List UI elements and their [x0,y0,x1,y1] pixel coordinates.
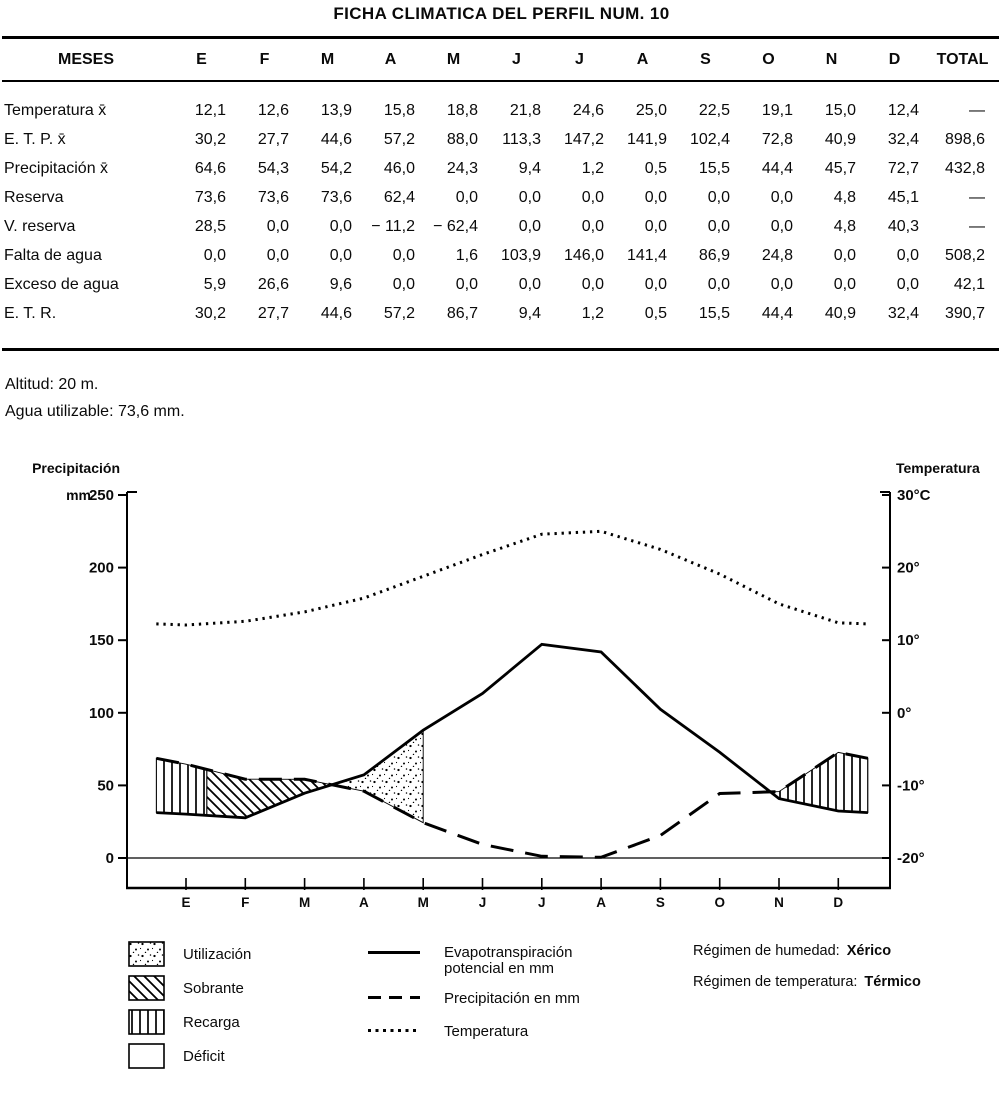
temperature-regime: Régimen de temperatura: Térmico [693,974,921,990]
table-cell: 44,6 [320,131,352,148]
dashed-line-icon [368,996,420,999]
table-cell: 0,0 [392,276,415,293]
table-cell: 32,4 [887,131,919,148]
table-cell: 25,0 [635,102,667,119]
row-label: Temperatura x̄ [4,102,107,119]
x-tick-label: N [774,895,784,910]
table-cell: 15,8 [383,102,415,119]
temperature-regime-value: Térmico [864,974,921,990]
legend-label: Temperatura [444,1023,529,1040]
table-cell: 73,6 [194,189,226,206]
month-header: A [636,50,649,68]
right-axis-title: Temperatura [896,460,980,476]
table-cell: 0,0 [770,276,793,293]
table-cell: 0,0 [392,247,415,264]
meses-header: MESES [57,50,114,68]
table-cell: 0,0 [329,218,352,235]
x-tick-label: M [417,895,429,910]
table-cell: 146,0 [563,247,604,264]
total-cell: — [969,189,985,206]
y-tick-label-left: 50 [97,777,114,795]
y-tick-label-right: 20° [897,559,920,577]
legend-item-utilizacion [128,941,251,967]
table-cell: 0,0 [644,276,667,293]
row-label: E. T. P. x̄ [4,131,66,148]
table-cell: 62,4 [383,189,415,206]
table-cell: 22,5 [698,102,730,119]
legend-label: Sobrante [183,979,244,997]
table-cell: 4,8 [833,189,856,206]
table-cell: 0,0 [770,189,793,206]
table-cell: 64,6 [194,160,226,177]
temperature-curve [156,531,868,625]
month-header: A [384,50,397,68]
table-cell: 0,0 [707,276,730,293]
y-tick-label-right: 10° [897,632,920,650]
table-header-row [2,39,999,82]
month-header: F [259,50,270,68]
climate-table [2,36,999,351]
y-tick-label-left: 250 [88,487,114,504]
y-tick-label-right: 0° [897,704,912,722]
table-cell: 0,0 [266,247,289,264]
table-cell: 24,8 [761,247,793,264]
month-header: N [825,50,838,68]
table-row [2,154,999,183]
table-cell: 30,2 [194,131,226,148]
altitude-line: Altitud: 20 m. [5,376,99,393]
table-cell: 0,0 [581,218,604,235]
table-cell: − 62,4 [433,218,478,235]
table-cell: 57,2 [383,131,415,148]
table-cell: 73,6 [320,189,352,206]
table-row [2,299,999,328]
vertical-hatch-swatch-icon [128,1009,165,1035]
region-sobrante [207,769,332,817]
legend-item-recarga [128,1009,251,1035]
table-cell: 15,5 [698,305,730,322]
table-cell: 88,0 [446,131,478,148]
table-cell: 57,2 [383,305,415,322]
table-cell: 1,2 [581,160,604,177]
row-label: E. T. R. [4,305,57,322]
month-header: O [762,50,775,68]
table-cell: 30,2 [194,305,226,322]
table-cell: 12,4 [887,102,919,119]
table-cell: 86,9 [698,247,730,264]
table-cell: 9,6 [329,276,352,293]
table-cell: 28,5 [194,218,226,235]
x-tick-label: O [714,895,725,910]
table-body [2,82,999,348]
table-cell: 18,8 [446,102,478,119]
table-cell: 46,0 [383,160,415,177]
x-tick-label: F [241,895,250,910]
table-cell: 12,1 [194,102,226,119]
legend-label: Déficit [183,1047,225,1065]
dotted-line-icon [368,1029,420,1032]
table-cell: 141,4 [626,247,667,264]
table-cell: 0,0 [770,218,793,235]
table-cell: 19,1 [761,102,793,119]
left-axis-unit: mm [66,487,91,503]
table-cell: 5,9 [203,276,226,293]
table-row [2,125,999,154]
row-label: Precipitación x̄ [4,160,109,177]
x-tick-label: M [298,895,311,910]
x-tick-label: D [833,895,844,910]
table-cell: 0,5 [644,305,667,322]
line-legend [368,945,580,1043]
table-cell: 40,3 [887,218,919,235]
row-label: V. reserva [4,218,76,235]
table-cell: 13,9 [320,102,352,119]
table-cell: 0,0 [896,276,919,293]
table-cell: 15,0 [824,102,856,119]
table-cell: 0,0 [833,276,856,293]
table-cell: 0,0 [896,247,919,264]
y-tick-label-left: 0 [105,850,114,867]
table-cell: 72,8 [761,131,793,148]
legend-item-temperature-line [368,1023,580,1043]
table-cell: 0,0 [707,218,730,235]
climograph [0,455,1003,925]
climograph-svg [0,455,1003,925]
table-cell: 26,6 [257,276,289,293]
y-tick-label-left: 100 [88,704,114,722]
humidity-regime-value: Xérico [846,943,892,959]
row-label: Falta de agua [4,247,102,264]
x-tick-label: J [538,895,546,910]
table-cell: 0,0 [644,189,667,206]
table-cell: 9,4 [518,160,541,177]
regimes-block [693,943,921,990]
table-cell: 27,7 [257,131,289,148]
table-cell: 0,0 [518,276,541,293]
table-cell: 12,6 [257,102,289,119]
table-cell: 147,2 [563,131,604,148]
total-cell: — [969,218,985,235]
dots-swatch-icon [128,941,165,967]
table-cell: − 11,2 [371,218,415,235]
table-row [2,212,999,241]
table-cell: 1,2 [581,305,604,322]
table-cell: 45,1 [887,189,919,206]
usable-water-line: Agua utilizable: 73,6 mm. [5,403,185,420]
table-row [2,270,999,299]
table-cell: 54,3 [257,160,289,177]
table-cell: 32,4 [887,305,919,322]
table-cell: 4,8 [833,218,856,235]
solid-line-icon [368,951,420,954]
table-cell: 0,0 [581,189,604,206]
table-cell: 15,5 [698,160,730,177]
row-label: Exceso de agua [4,276,119,293]
x-tick-label: J [478,895,487,910]
table-cell: 45,7 [824,160,856,177]
table-cell: 141,9 [626,131,667,148]
month-header: J [575,50,584,68]
legend-item-etp-line [368,945,580,977]
meta-block [5,371,185,425]
legend-item-precipitation-line [368,990,580,1010]
table-cell: 27,7 [257,305,289,322]
table-row [2,183,999,212]
left-axis-title: Precipitación [32,460,120,476]
y-tick-label-right: 30°C [897,487,931,504]
table-cell: 9,4 [518,305,541,322]
y-tick-label-left: 150 [88,632,114,650]
table-cell: 40,9 [824,305,856,322]
chart-legend [0,935,1003,1103]
humidity-regime: Régimen de humedad: Xérico [693,943,892,959]
page-title: FICHA CLIMATICA DEL PERFIL NUM. 10 [333,4,670,23]
y-tick-label-left: 200 [88,559,114,577]
table-cell: 73,6 [257,189,289,206]
table-cell: 103,9 [500,247,541,264]
table-cell: 21,8 [509,102,541,119]
x-tick-label: S [655,895,665,910]
table-cell: 40,9 [824,131,856,148]
month-header: M [320,50,335,68]
total-cell: — [969,102,985,119]
table-cell: 0,0 [518,218,541,235]
region-recarga [771,752,868,812]
total-cell: 432,8 [944,160,985,177]
table-cell: 1,6 [455,247,478,264]
month-header: J [512,50,521,68]
diagonal-hatch-swatch-icon [128,975,165,1001]
table-cell: 0,0 [833,247,856,264]
area-legend [128,941,251,1069]
table-cell: 44,4 [761,305,793,322]
total-cell: 390,7 [944,305,985,322]
x-tick-label: E [181,895,191,910]
x-tick-label: A [359,895,369,910]
x-tick-label: A [596,895,606,910]
legend-item-deficit [128,1043,251,1069]
empty-swatch-icon [128,1043,165,1069]
y-tick-label-right: -10° [897,777,925,795]
total-cell: 508,2 [944,247,985,264]
table-cell: 0,0 [203,247,226,264]
legend-label: Recarga [183,1013,240,1031]
table-cell: 72,7 [887,160,919,177]
row-label: Reserva [4,189,64,206]
table-cell: 0,0 [581,276,604,293]
legend-item-sobrante [128,975,251,1001]
month-header: S [700,50,711,68]
table-cell: 0,5 [644,160,667,177]
legend-label: Precipitación en mm [444,990,580,1007]
legend-label: Utilización [183,945,252,963]
table-cell: 102,4 [689,131,730,148]
table-cell: 113,3 [502,131,541,148]
region-utilizacion [332,730,423,823]
table-cell: 0,0 [266,218,289,235]
table-cell: 0,0 [644,218,667,235]
table-cell: 0,0 [707,189,730,206]
total-header: TOTAL [936,50,989,68]
table-cell: 54,2 [320,160,352,177]
table-cell: 86,7 [446,305,478,322]
table-cell: 44,6 [320,305,352,322]
month-header: M [446,50,461,68]
table-cell: 24,6 [572,102,604,119]
table-cell: 0,0 [329,247,352,264]
total-cell: 42,1 [953,276,985,293]
legend-label: Evapotranspiración potencial en mm [444,944,573,977]
y-tick-label-right: -20° [897,850,925,867]
table-row [2,241,999,270]
month-header: D [888,50,901,68]
table-cell: 24,3 [446,160,478,177]
month-header: E [196,50,207,68]
table-row [2,96,999,125]
table-cell: 0,0 [455,189,478,206]
table-cell: 0,0 [518,189,541,206]
table-cell: 0,0 [455,276,478,293]
table-cell: 44,4 [761,160,793,177]
total-cell: 898,6 [944,131,985,148]
